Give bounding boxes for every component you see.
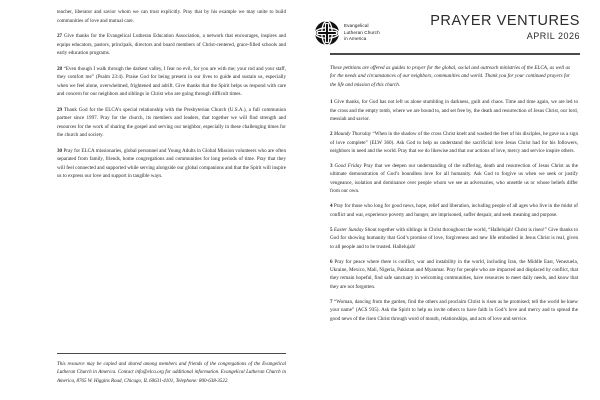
continuation-paragraph — [57, 8, 286, 25]
entry-number: 3 — [330, 162, 333, 169]
masthead — [308, 8, 588, 46]
entry-number: 7 — [330, 298, 333, 305]
title-block — [430, 14, 582, 42]
prayer-entry-4 — [330, 202, 578, 219]
entry-season-label: Maundy Thursday — [333, 131, 372, 138]
entry-text: Shout together with siblings in Christ throughout the world, “Hallelujah! Christ is risen!” Give thanks to God for showing humanity that God’s promise of love, forgiveness and new life embodied in Jesus Christ is real, given to all people and to be trusted. Hallelujah! — [330, 226, 579, 250]
prayer-entry-2 — [330, 130, 578, 155]
prayer-entry-3 — [330, 162, 578, 196]
brand-line-1: Evangelical — [344, 23, 369, 29]
brand-line-3: in America — [344, 36, 367, 42]
entry-number: 29 — [57, 106, 63, 113]
entry-text: Pray for ELCA missionaries, global personnel and Young Adults in Global Mission volunteers who are often separated from family, friends, home congregations and communities for long periods of time. Pray that they will feel connected and supported while serving alongside our global companions and that the Spirit will inspire us to express our love and support in tangible ways. — [57, 147, 286, 179]
entry-text: Pray for those who long for good news, hope, relief and liberation, including people of all ages who live in the midst of conflict and war, experience poverty and hunger, are imprisoned, suffer despair, and seek meaning and purpose. — [330, 203, 579, 218]
prayer-entry-1 — [330, 98, 578, 123]
right-page — [300, 0, 600, 400]
document-title: PRAYER VENTURES — [430, 13, 580, 29]
entry-text: Give thanks for the Evangelical Lutheran Education Association, a network that encourages, inspires and equips educators, pastors, principals, directors and board members of Christ-centered, grace-filled schools and early education programs. — [57, 33, 286, 56]
entry-text: Pray that we deepen our understanding of the suffering, death and resurrection of Jesus Christ as the ultimate demonstration of God’s boundless love for all humanity. Ask God to forgive us when we seek or justify vengeance, isolation and dominance over people whom we see as adversaries, who unsettle us or whose beliefs differ from our own. — [330, 162, 578, 195]
entry-text: “Even though I walk through the darkest valley, I fear no evil, for you are with me; your rod and your staff, they comfort me” (Psalm 23:4). Praise God for being present in our lives to guide and sustain us, especially when we feel alone, overwhelmed, frightened and adrift. Give thanks that the Spirit helps us respond with care and concern for our neighbors and siblings in Christ who are going through difficult times. — [57, 65, 286, 97]
left-entry-29 — [57, 106, 286, 140]
footer-copyright-text: This resource may be copied and shared among members and friends of the congregations of the Evangelical Lutheran Church in America. Contact info@elca.org for additional information. Evangelical Lutheran Church in America, 8765 W. Higgins Road, Chicago, IL 60631-4101, Telephone: 800-638-3522. — [57, 362, 286, 384]
entry-text: “Woman, dancing from the garden, find the others and proclaim Christ is risen as he promised; tell the world he knew your name” (ACS 935). Ask the Spirit to help us invite others to have faith in God’s love and mercy and to spread the good news of the risen Christ through word of mouth, relationships, and acts of love and service. — [330, 298, 578, 322]
prayer-entry-5 — [330, 226, 578, 251]
entry-season-label: Good Friday — [334, 162, 362, 169]
entry-number: 2 — [330, 131, 333, 138]
entry-number: 27 — [57, 33, 63, 39]
entry-season-label: Easter Sunday — [333, 226, 364, 233]
prayer-entry-6 — [330, 258, 578, 292]
entry-number: 6 — [330, 258, 333, 265]
brand-line-2: Lutheran Church — [344, 29, 380, 35]
introduction-paragraph: These petitions are offered as guides to prayer for the global, social and outreach ministries of the ELCA, as well as for the needs and circumstances of our neighbors, communities and world. Thank you for your continued prayers for the life and mission of this church. — [330, 64, 570, 88]
brand-lockup — [314, 14, 380, 46]
header-divider — [330, 53, 580, 55]
page-footer — [57, 353, 286, 386]
footer-divider — [57, 353, 286, 355]
prayer-entry-list — [330, 98, 578, 323]
entry-text: Thank God for the ELCA’s special relationship with the Presbyterian Church (U.S.A.), a full communion partner since 1997. Pray for the church, its members and leaders, that together we will find strength and resources for the work of sharing the gospel and serving our neighbor, especially in these challenging times for the church and society. — [57, 106, 286, 138]
entry-text: “When in the shadow of the cross Christ knelt and washed the feet of his disciples, he gave us a sign of love complete” (ELW 360). Ask God to help us understand the sacrificial love Jesus Christ had for his followers, neighbors in need and the world. Pray that we do likewise and that our actions of love, mercy and service inspire others. — [330, 131, 579, 154]
entry-number: 5 — [330, 226, 333, 233]
entry-number: 4 — [330, 203, 333, 210]
left-entry-list — [57, 32, 286, 181]
entry-text: Pray for peace where there is conflict, war and instability in the world, including Iran, the Middle East, Venezuela, Ukraine, Mexico, Mali, Nigeria, Pakistan and Myanmar. Pray for people who are impacted and displaced by conflict, that they remain hopeful, find safe sanctuary in welcoming communities, have resources to meet daily needs, and know that they are not forgotten. — [330, 258, 578, 290]
elca-cross-globe-logo-icon — [314, 20, 340, 46]
continuation-text: teacher, liberator and savior whom we can trust explicitly. Pray that by his example we may unite to build communities of love and mutual care. — [57, 9, 286, 24]
entry-text: Give thanks, for God has not left us alone stumbling in darkness, guilt and chaos. Time and time again, we are led to the cross and the empty tomb, where we are bound to, and set free by, the death and resurrection of Jesus Christ, our lord, messiah and savior. — [330, 99, 578, 123]
left-entry-28 — [57, 65, 286, 99]
entry-number: 30 — [57, 147, 63, 154]
entry-number: 1 — [330, 99, 333, 106]
left-entry-27 — [57, 32, 286, 58]
left-entry-30 — [57, 147, 286, 181]
document-date: APRIL 2026 — [526, 31, 580, 42]
brand-wordmark — [344, 23, 380, 43]
entry-number: 28 — [57, 65, 63, 72]
prayer-entry-7 — [330, 298, 578, 323]
